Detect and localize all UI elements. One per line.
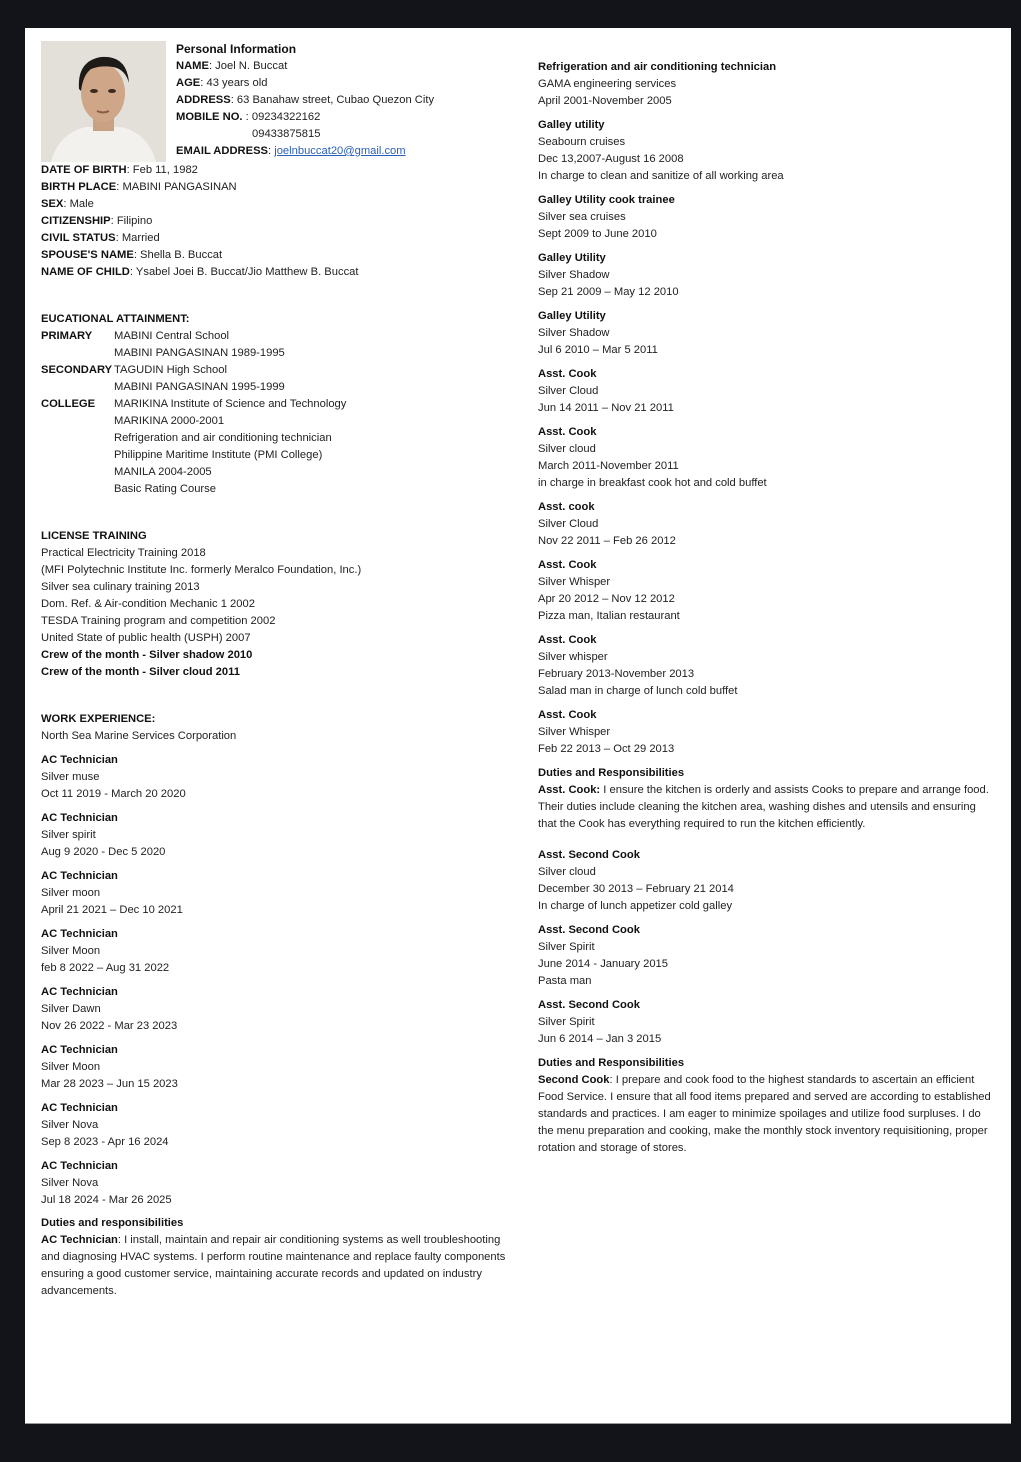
duties-heading: Duties and Responsibilities [538, 1057, 685, 1069]
job-entry: Refrigeration and air conditioning technician GAMA engineering services April 2001-November 2005 [538, 61, 777, 107]
award-item: Crew of the month - Silver shadow 2010 [41, 649, 253, 661]
education-secondary: SECONDARY TAGUDIN High School MABINI PANGASINAN 1995-1999 [41, 364, 285, 393]
asst-cook-duties [538, 765, 993, 833]
address-row: ADDRESS: 63 Banahaw street, Cubao Quezon City [176, 94, 435, 106]
age-row: AGE: 43 years old [176, 77, 268, 89]
job-entry: Galley Utility Silver Shadow Jul 6 2010 – Mar 5 2011 [538, 310, 658, 356]
job-entry: Asst. Cook Silver whisper February 2013-November 2013 Salad man in charge of lunch cold buffet [538, 634, 738, 697]
detail-sex: SEX: Male [41, 198, 94, 210]
work-experience-section [41, 711, 511, 1300]
job-entry: Asst. Cook Silver cloud March 2011-November 2011 in charge in breakfast cook hot and cold buffet [538, 426, 767, 489]
ac-duties [41, 1215, 511, 1300]
job-entry: Asst. Cook Silver Cloud Jun 14 2011 – Nov 21 2011 [538, 368, 674, 414]
license-item: TESDA Training program and competition 2002 [41, 615, 276, 627]
license-heading: LICENSE TRAINING [41, 530, 147, 542]
job-entry: Galley utility Seabourn cruises Dec 13,2007-August 16 2008 In charge to clean and sanitize of all working area [538, 119, 784, 182]
mobile-row: MOBILE NO. : 09234322162 [176, 111, 321, 123]
work-heading: WORK EXPERIENCE: [41, 713, 156, 725]
job-entry: AC Technician Silver spirit Aug 9 2020 - Dec 5 2020 [41, 812, 166, 858]
detail-birthplace: BIRTH PLACE: MABINI PANGASINAN [41, 181, 237, 193]
job-entry: Asst. Second Cook Silver Spirit Jun 6 2014 – Jan 3 2015 [538, 999, 662, 1045]
duties-heading: Duties and Responsibilities [538, 767, 685, 779]
email-link[interactable]: joelnbuccat20@gmail.com [274, 145, 406, 157]
job-entry: AC Technician Silver Dawn Nov 26 2022 - Mar 23 2023 [41, 986, 178, 1032]
detail-spouse: SPOUSE'S NAME: Shella B. Buccat [41, 249, 223, 261]
license-item: (MFI Polytechnic Institute Inc. formerly Meralco Foundation, Inc.) [41, 564, 362, 576]
detail-child: NAME OF CHILD: Ysabel Joei B. Buccat/Jio Matthew B. Buccat [41, 266, 359, 278]
address-value: 63 Banahaw street, Cubao Quezon City [236, 94, 435, 106]
job-list [41, 752, 511, 1209]
detail-civil-status: CIVIL STATUS: Married [41, 232, 160, 244]
job-entry: AC Technician Silver muse Oct 11 2019 - March 20 2020 [41, 754, 186, 800]
job-entry: Galley Utility Silver Shadow Sep 21 2009 – May 12 2010 [538, 252, 679, 298]
resume-page [25, 28, 1011, 1423]
license-item: United State of public health (USPH) 2007 [41, 632, 251, 644]
license-item: Practical Electricity Training 2018 [41, 547, 206, 559]
education-primary: PRIMARY MABINI Central School MABINI PANGASINAN 1989-1995 [41, 330, 285, 359]
duties-text: Second Cook: I prepare and cook food to the highest standards to ascertain an efficient Food Service. I ensure that all food items prepared and served are according to established standards and practices. I am eager to minimize spoilages and utilize food surpluses. I do the menu preparation and cooking, make the monthly stock inventory requisitioning, proper rotation and storage of stores. [538, 1074, 991, 1154]
detail-citizenship: CITIZENSHIP: Filipino [41, 215, 153, 227]
job-entry: Asst. cook Silver Cloud Nov 22 2011 – Feb 26 2012 [538, 501, 676, 547]
job-entry: AC Technician Silver Moon Mar 28 2023 – Jun 15 2023 [41, 1044, 178, 1090]
license-item: Dom. Ref. & Air-condition Mechanic 1 2002 [41, 598, 255, 610]
job-entry: AC Technician Silver moon April 21 2021 – Dec 10 2021 [41, 870, 183, 916]
mobile-value-1: 09234322162 [251, 111, 321, 123]
age-value: 43 years old [206, 77, 268, 89]
job-entry: Galley Utility cook trainee Silver sea cruises Sept 2009 to June 2010 [538, 194, 675, 240]
work-company: North Sea Marine Services Corporation [41, 730, 237, 742]
personal-info-heading: Personal Information [176, 42, 297, 56]
license-item: Silver sea culinary training 2013 [41, 581, 200, 593]
license-training-section [41, 528, 361, 681]
education-section [41, 311, 346, 498]
right-column [538, 59, 993, 1171]
person-photo-icon [41, 41, 166, 162]
job-entry: AC Technician Silver Moon feb 8 2022 – Aug 31 2022 [41, 928, 170, 974]
duties-heading: Duties and responsibilities [41, 1217, 184, 1229]
profile-photo [41, 41, 166, 162]
personal-info-block [176, 41, 434, 160]
award-item: Crew of the month - Silver cloud 2011 [41, 666, 240, 678]
mobile-value-2: 09433875815 [252, 128, 321, 140]
job-entry: AC Technician Silver Nova Sep 8 2023 - Apr 16 2024 [41, 1102, 169, 1148]
job-entry: AC Technician Silver Nova Jul 18 2024 - Mar 26 2025 [41, 1160, 172, 1206]
name-value: Joel N. Buccat [215, 60, 288, 72]
detail-dob: DATE OF BIRTH: Feb 11, 1982 [41, 164, 198, 176]
education-college: COLLEGE MARIKINA Institute of Science and Technology MARIKINA 2000-2001 Refrigeration and air conditioning technician Philippine Maritime Institute (PMI College) MANILA 2004-2005 Basic Rating Course [41, 398, 347, 495]
job-entry: Asst. Second Cook Silver Spirit June 2014 - January 2015 Pasta man [538, 924, 668, 987]
education-heading: EUCATIONAL ATTAINMENT: [41, 313, 190, 325]
email-row: EMAIL ADDRESS: joelnbuccat20@gmail.com [176, 145, 406, 157]
job-entry: Asst. Cook Silver Whisper Feb 22 2013 – Oct 29 2013 [538, 709, 675, 755]
duties-text: Asst. Cook: I ensure the kitchen is orderly and assists Cooks to prepare and arrange food. Their duties include cleaning the kitchen area, washing dishes and utensils and ensuring that the Cook has everything required to run the kitchen efficiently. [538, 784, 989, 830]
personal-details [41, 162, 359, 281]
job-entry: Asst. Second Cook Silver cloud December 30 2013 – February 21 2014 In charge of lunch appetizer cold galley [538, 849, 734, 912]
duties-text: AC Technician: I install, maintain and repair air conditioning systems as well troubleshooting and diagnosing HVAC systems. I perform routine maintenance and replace faulty components ensuring a good customer service, maintaining accurate records and updated on industry advancements. [41, 1234, 506, 1297]
name-row: NAME: Joel N. Buccat [176, 60, 288, 72]
job-entry: Asst. Cook Silver Whisper Apr 20 2012 – Nov 12 2012 Pizza man, Italian restaurant [538, 559, 680, 622]
second-cook-duties [538, 1055, 993, 1157]
